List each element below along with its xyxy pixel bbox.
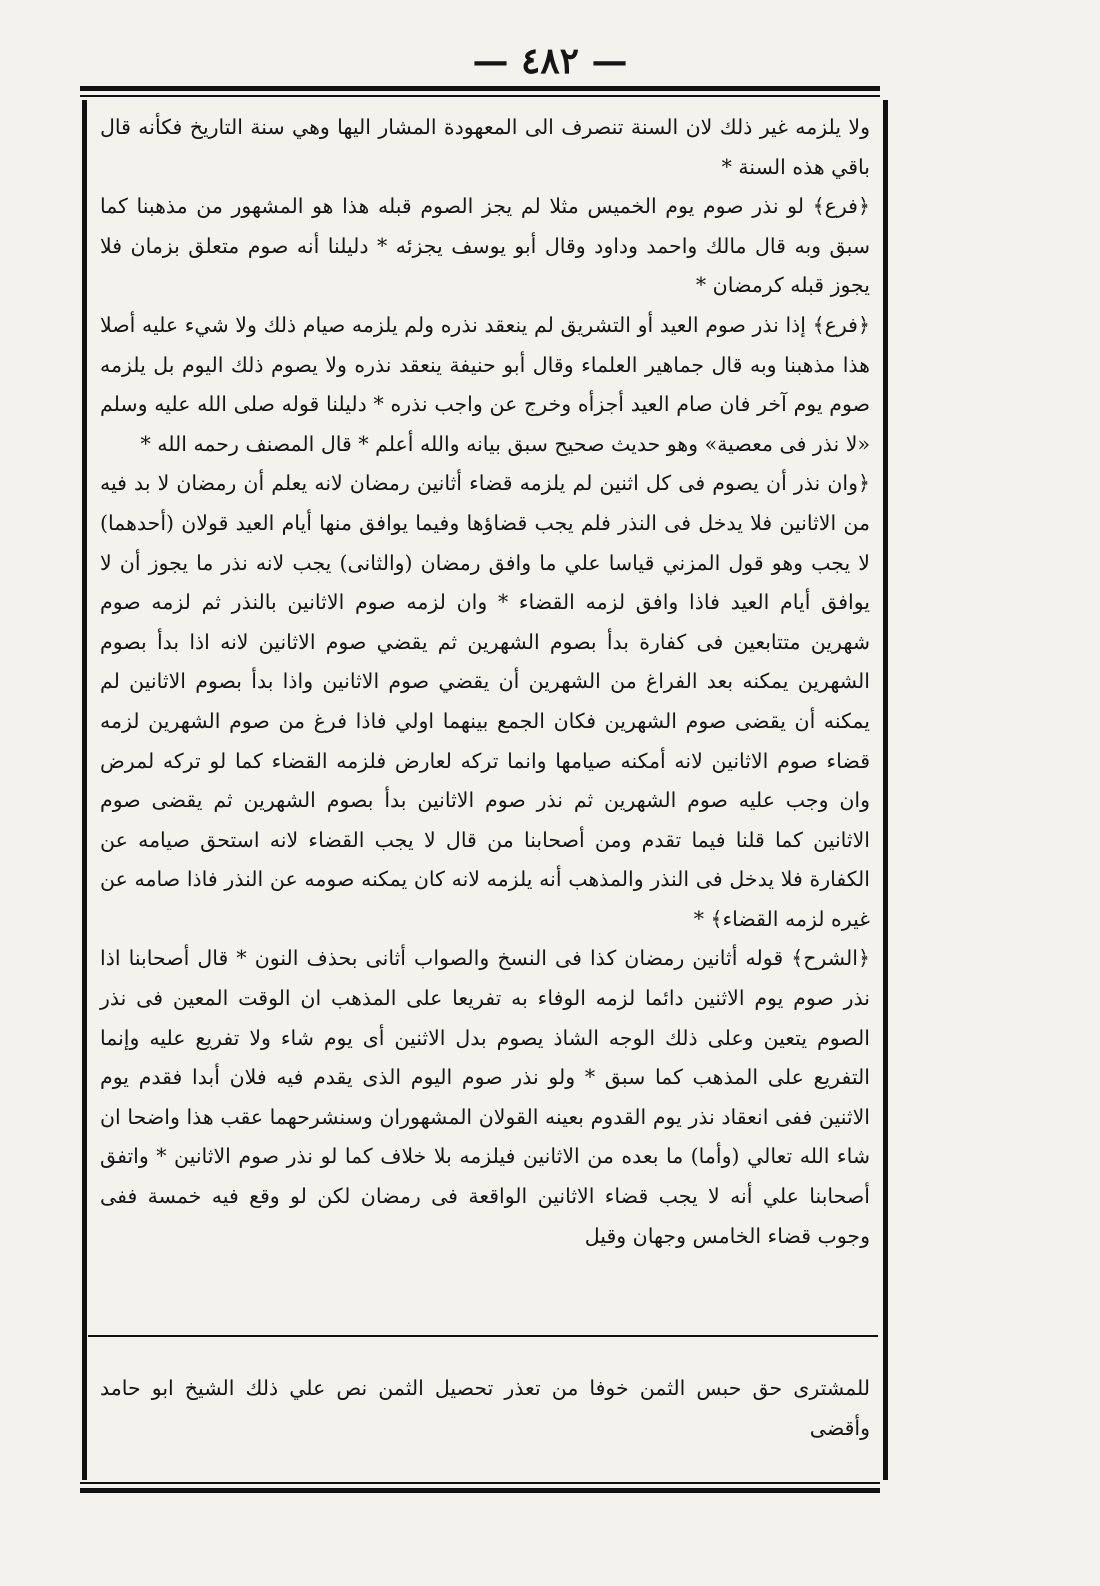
bottom-rule-thin	[80, 1482, 880, 1484]
top-rule	[80, 86, 880, 91]
paragraph: ﴿فرع﴾ إذا نذر صوم العيد أو التشريق لم ينعقد نذره ولم يلزمه صيام ذلك ولا شيء عليه أصلا هذا مذهبنا وبه قال جماهير العلماء وقال أبو حنيفة ينعقد نذره ولا يصوم ذلك اليوم بل يلزمه صوم يوم آخر فان صام العيد أجزأه وخرج عن واجب نذره * دليلنا قوله صلى الله عليه وسلم «لا نذر فى معصية» وهو حديث صحيح سبق بيانه والله أعلم * قال المصنف رحمه الله *	[100, 312, 870, 456]
footnote-divider	[88, 1335, 878, 1337]
paragraph: ﴿فرع﴾ لو نذر صوم يوم الخميس مثلا لم يجز الصوم قبله هذا هو المشهور من مذهبنا كما سبق وبه قال مالك واحمد وداود وقال أبو يوسف يجزئه * دليلنا أنه صوم متعلق بزمان فلا يجوز قبله كرمضان *	[100, 194, 870, 298]
page-number: — ٤٨٢ —	[472, 40, 628, 82]
paragraph: ولا يلزمه غير ذلك لان السنة تنصرف الى المعهودة المشار اليها وهي سنة التاريخ فكأنه قال باقي هذه السنة *	[100, 115, 870, 179]
main-text	[100, 108, 870, 1318]
paragraph: ﴿وان نذر أن يصوم فى كل اثنين لم يلزمه قضاء أثانين رمضان لانه يعلم أن رمضان لا بد فيه من الاثانين فلا يدخل فى النذر فلم يجب قضاؤها وفيما يوافق منها أيام العيد قولان (أحدهما) لا يجب وهو قول المزني قياسا علي ما وافق رمضان (والثانى) يجب لانه نذر ما يجوز أن لا يوافق أيام العيد فاذا وافق لزمه القضاء * وان لزمه صوم الاثانين بالنذر ثم لزمه صوم شهرين متتابعين فى كفارة بدأ بصوم الشهرين ثم يقضي صوم الاثانين لانه اذا بدأ بصوم الشهرين يمكنه بعد الفراغ من الشهرين أن يقضي صوم الاثانين واذا بدأ بصوم الاثانين لم يمكنه أن يقضى صوم الشهرين فكان الجمع بينهما اولي فاذا فرغ من صوم الشهرين لزمه قضاء صوم الاثانين لانه أمكنه صيامها وانما تركه لعارض فلزمه القضاء كما لو تركه لمرض وان وجب عليه صوم الشهرين ثم نذر صوم الاثانين بدأ بصوم الشهرين ثم يقضى صوم الاثانين كما قلنا فيما تقدم ومن أصحابنا من قال لا يجب القضاء لانه استحق صيامه عن الكفارة فلا يدخل فى النذر والمذهب أنه يلزمه لانه كان يمكنه صومه عن النذر فاذا صامه عن غيره لزمه القضاء﴾ *	[100, 471, 870, 931]
bottom-rule	[80, 1488, 880, 1493]
top-rule-thin	[80, 95, 880, 97]
footnote: للمشترى حق حبس الثمن خوفا من تعذر تحصيل الثمن نص علي ذلك الشيخ ابو حامد وأقضى	[100, 1376, 870, 1440]
paragraph: ﴿الشرح﴾ قوله أثانين رمضان كذا فى النسخ والصواب أثانى بحذف النون * قال أصحابنا اذا نذر صوم يوم الاثنين دائما لزمه الوفاء به تفريعا على المذهب ان الوقت المعين فى نذر الصوم يتعين وعلى ذلك الوجه الشاذ يصوم بدل الاثنين أى يوم شاء ولا تفريع عليه وإنما التفريع على المذهب كما سبق * ولو نذر صوم اليوم الذى يقدم فيه فلان أبدا فقدم يوم الاثنين ففى انعقاد نذر يوم القدوم بعينه القولان المشهوران وسنشرحهما عقب هذا واضحا ان شاء الله تعالي (وأما) ما بعده من الاثانين فيلزمه بلا خلاف كما لو نذر صوم الاثانين * واتفق أصحابنا علي أنه لا يجب قضاء الاثانين الواقعة فى رمضان لكن لو وقع فيه خمسة ففى وجوب قضاء الخامس وجهان وقيل	[100, 946, 870, 1248]
